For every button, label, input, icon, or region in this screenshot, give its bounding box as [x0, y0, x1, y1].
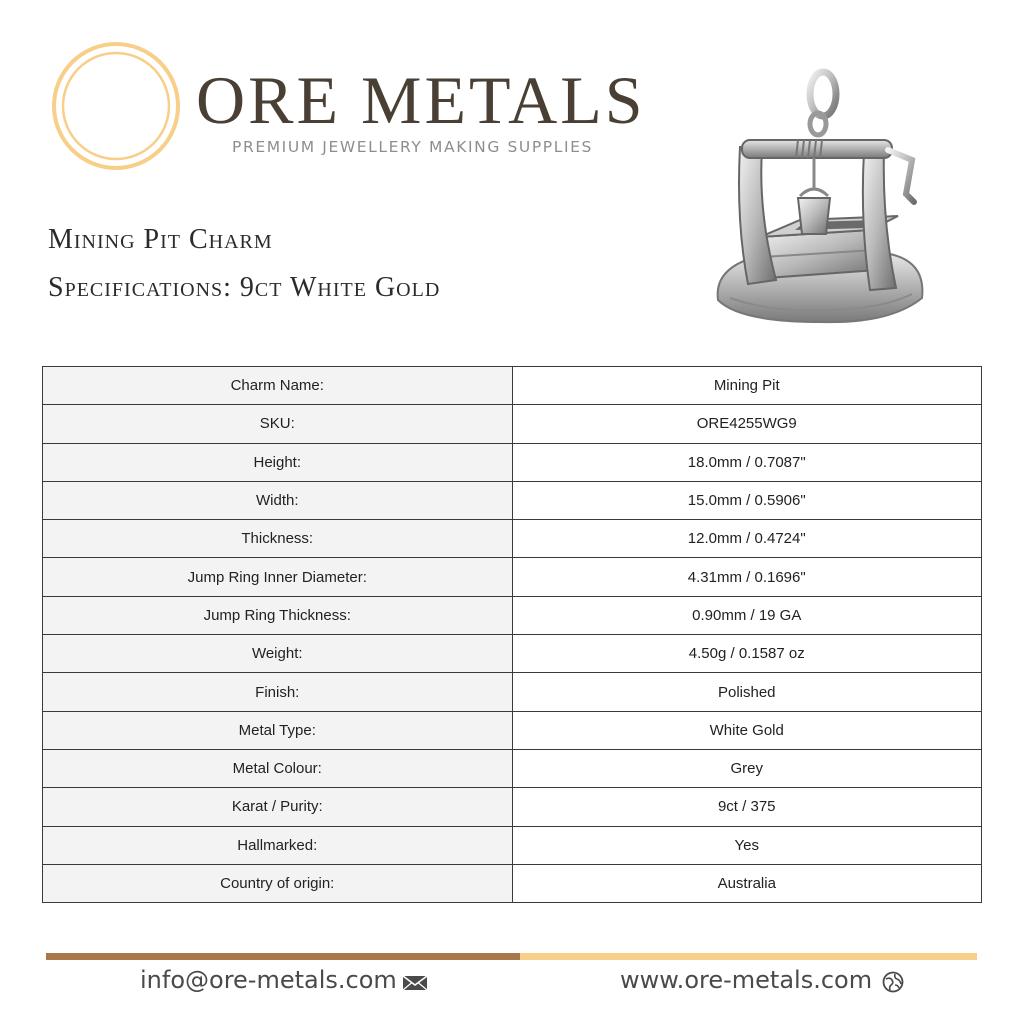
spec-label: Finish: — [43, 673, 513, 711]
spec-label: Jump Ring Thickness: — [43, 596, 513, 634]
footer-divider-gold — [520, 953, 977, 960]
table-row — [43, 826, 982, 864]
table-row — [43, 673, 982, 711]
table-row — [43, 481, 982, 519]
product-specifications-line: Specifications: 9ct White Gold — [48, 272, 441, 303]
spec-value: 0.90mm / 19 GA — [512, 596, 982, 634]
spec-value: Polished — [512, 673, 982, 711]
table-row — [43, 367, 982, 405]
spec-value: 4.31mm / 0.1696" — [512, 558, 982, 596]
brand-tagline: PREMIUM JEWELLERY MAKING SUPPLIES — [232, 138, 593, 156]
mining-pit-charm-image — [700, 62, 940, 332]
envelope-icon — [402, 975, 428, 991]
table-row — [43, 864, 982, 902]
table-row — [43, 749, 982, 787]
spec-label: Thickness: — [43, 520, 513, 558]
spec-label: Country of origin: — [43, 864, 513, 902]
spec-value: 15.0mm / 0.5906" — [512, 481, 982, 519]
spec-label: Height: — [43, 443, 513, 481]
spec-value: White Gold — [512, 711, 982, 749]
footer-website-link[interactable]: www.ore-metals.com — [620, 966, 873, 994]
spec-label: Hallmarked: — [43, 826, 513, 864]
table-row — [43, 635, 982, 673]
spec-label: Metal Colour: — [43, 749, 513, 787]
footer-divider-bronze — [46, 953, 520, 960]
globe-icon — [882, 971, 904, 993]
spec-value: 4.50g / 0.1587 oz — [512, 635, 982, 673]
table-row — [43, 596, 982, 634]
spec-label: Charm Name: — [43, 367, 513, 405]
table-row — [43, 788, 982, 826]
spec-value: Yes — [512, 826, 982, 864]
footer-email-link[interactable]: info@ore-metals.com — [140, 966, 397, 994]
spec-label: Karat / Purity: — [43, 788, 513, 826]
spec-value: Mining Pit — [512, 367, 982, 405]
spec-value: 12.0mm / 0.4724" — [512, 520, 982, 558]
table-row — [43, 405, 982, 443]
specifications-table — [42, 366, 982, 903]
table-row — [43, 520, 982, 558]
spec-label: Weight: — [43, 635, 513, 673]
spec-value: Australia — [512, 864, 982, 902]
spec-label: SKU: — [43, 405, 513, 443]
table-row — [43, 711, 982, 749]
brand-name: ORE METALS — [196, 62, 646, 138]
spec-value: 9ct / 375 — [512, 788, 982, 826]
spec-label: Width: — [43, 481, 513, 519]
logo-ring-icon — [50, 40, 182, 172]
spec-label: Metal Type: — [43, 711, 513, 749]
table-row — [43, 443, 982, 481]
spec-value: Grey — [512, 749, 982, 787]
product-title: Mining Pit Charm — [48, 224, 273, 255]
spec-value: ORE4255WG9 — [512, 405, 982, 443]
table-row — [43, 558, 982, 596]
spec-value: 18.0mm / 0.7087" — [512, 443, 982, 481]
spec-label: Jump Ring Inner Diameter: — [43, 558, 513, 596]
